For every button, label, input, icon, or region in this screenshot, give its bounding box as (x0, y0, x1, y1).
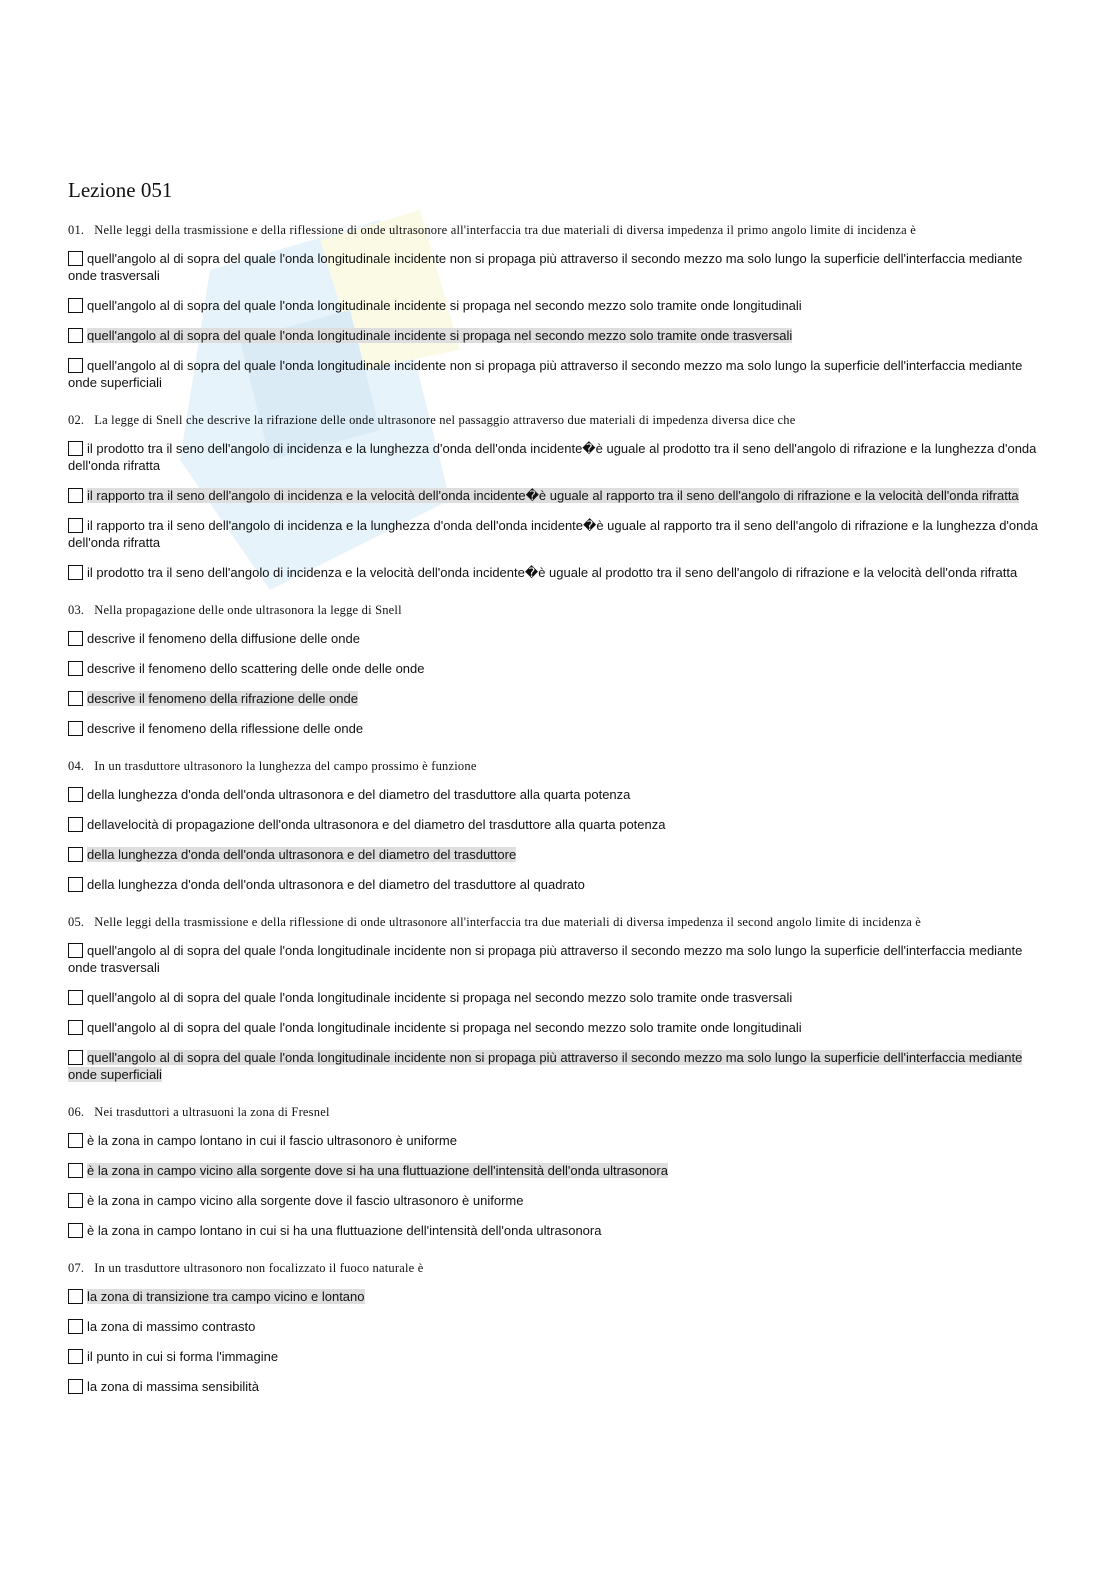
question-label: La legge di Snell che descrive la rifrazione delle onde ultrasonore nel passaggio attraverso due materiali di impedenza diversa dice che (94, 413, 796, 427)
answer-label: descrive il fenomeno della rifrazione delle onde (87, 691, 358, 706)
answer-option[interactable] (68, 876, 1043, 893)
answer-label: è la zona in campo vicino alla sorgente dove il fascio ultrasonoro è uniforme (87, 1193, 524, 1208)
answer-label: quell'angolo al di sopra del quale l'onda longitudinale incidente non si propaga più attraverso il secondo mezzo ma solo lungo la superficie dell'interfaccia mediante onde superficiali (68, 358, 1023, 390)
answer-option[interactable] (68, 487, 1043, 504)
answer-label: quell'angolo al di sopra del quale l'onda longitudinale incidente si propaga nel secondo mezzo solo tramite onde longitudinali (87, 1020, 802, 1035)
answer-option[interactable] (68, 1132, 1043, 1149)
answer-label: della lunghezza d'onda dell'onda ultrasonora e del diametro del trasduttore (87, 847, 517, 862)
answer-option[interactable] (68, 1222, 1043, 1239)
question-number: 06. (68, 1105, 85, 1119)
checkbox[interactable] (68, 990, 83, 1005)
checkbox[interactable] (68, 1133, 83, 1148)
answer-label: quell'angolo al di sopra del quale l'onda longitudinale incidente si propaga nel secondo mezzo solo tramite onde longitudinali (87, 298, 802, 313)
answer-option[interactable] (68, 564, 1043, 581)
question-label: Nelle leggi della trasmissione e della riflessione di onde ultrasonore all'interfaccia tra due materiali di diversa impedenza il primo angolo limite di incidenza è (94, 223, 916, 237)
question-text (68, 1105, 1043, 1120)
checkbox[interactable] (68, 1163, 83, 1178)
checkbox[interactable] (68, 518, 83, 533)
checkbox[interactable] (68, 1193, 83, 1208)
checkbox[interactable] (68, 565, 83, 580)
question-label: In un trasduttore ultrasonoro non focalizzato il fuoco naturale è (94, 1261, 424, 1275)
question-number: 07. (68, 1261, 85, 1275)
checkbox[interactable] (68, 328, 83, 343)
answer-option[interactable] (68, 440, 1043, 474)
question-number: 02. (68, 413, 85, 427)
answer-option[interactable] (68, 250, 1043, 284)
answer-label: è la zona in campo vicino alla sorgente dove si ha una fluttuazione dell'intensità dell'onda ultrasonora (87, 1163, 668, 1178)
checkbox[interactable] (68, 1050, 83, 1065)
question-block (68, 1261, 1043, 1395)
answer-label: il punto in cui si forma l'immagine (87, 1349, 279, 1364)
answer-option[interactable] (68, 1162, 1043, 1179)
answer-label: quell'angolo al di sopra del quale l'onda longitudinale incidente non si propaga più attraverso il secondo mezzo ma solo lungo la superficie dell'interfaccia mediante onde trasversali (68, 943, 1023, 975)
answer-option[interactable] (68, 846, 1043, 863)
checkbox[interactable] (68, 661, 83, 676)
question-block (68, 1105, 1043, 1239)
answer-option[interactable] (68, 942, 1043, 976)
question-text (68, 413, 1043, 428)
answer-label: quell'angolo al di sopra del quale l'onda longitudinale incidente si propaga nel secondo mezzo solo tramite onde trasversali (87, 990, 793, 1005)
question-block (68, 603, 1043, 737)
checkbox[interactable] (68, 488, 83, 503)
answer-option[interactable] (68, 1019, 1043, 1036)
answer-label: descrive il fenomeno della diffusione delle onde (87, 631, 360, 646)
answer-option[interactable] (68, 1378, 1043, 1395)
checkbox[interactable] (68, 298, 83, 313)
answer-option[interactable] (68, 816, 1043, 833)
checkbox[interactable] (68, 847, 83, 862)
answer-label: il rapporto tra il seno dell'angolo di incidenza e la velocità dell'onda incidente�è uguale al rapporto tra il seno dell'angolo di rifrazione e la velocità dell'onda rifratta (87, 488, 1019, 503)
answer-label: la zona di massimo contrasto (87, 1319, 256, 1334)
answer-label: è la zona in campo lontano in cui si ha una fluttuazione dell'intensità dell'onda ultrasonora (87, 1223, 602, 1238)
answer-label: quell'angolo al di sopra del quale l'onda longitudinale incidente si propaga nel secondo mezzo solo tramite onde trasversali (87, 328, 793, 343)
answer-option[interactable] (68, 720, 1043, 737)
answer-option[interactable] (68, 297, 1043, 314)
answer-label: la zona di massima sensibilità (87, 1379, 259, 1394)
answer-option[interactable] (68, 1192, 1043, 1209)
question-text (68, 915, 1043, 930)
question-text (68, 223, 1043, 238)
question-number: 04. (68, 759, 85, 773)
checkbox[interactable] (68, 358, 83, 373)
document-page (68, 178, 1043, 1417)
page-title: Lezione 051 (68, 178, 173, 202)
answer-option[interactable] (68, 1318, 1043, 1335)
checkbox[interactable] (68, 721, 83, 736)
answer-option[interactable] (68, 989, 1043, 1006)
checkbox[interactable] (68, 787, 83, 802)
question-block (68, 759, 1043, 893)
answer-label: descrive il fenomeno della riflessione delle onde (87, 721, 364, 736)
answer-option[interactable] (68, 357, 1043, 391)
question-number: 03. (68, 603, 85, 617)
answer-label: il prodotto tra il seno dell'angolo di incidenza e la lunghezza d'onda dell'onda incidente�è uguale al prodotto tra il seno dell'angolo di rifrazione e la lunghezza d'onda dell'onda rifratta (68, 441, 1037, 473)
checkbox[interactable] (68, 1319, 83, 1334)
question-label: Nella propagazione delle onde ultrasonora la legge di Snell (94, 603, 402, 617)
question-block (68, 915, 1043, 1083)
question-block (68, 223, 1043, 391)
answer-label: della lunghezza d'onda dell'onda ultrasonora e del diametro del trasduttore al quadrato (87, 877, 585, 892)
answer-label: il prodotto tra il seno dell'angolo di incidenza e la velocità dell'onda incidente�è uguale al prodotto tra il seno dell'angolo di rifrazione e la velocità dell'onda rifratta (87, 565, 1018, 580)
answer-option[interactable] (68, 660, 1043, 677)
question-label: Nelle leggi della trasmissione e della riflessione di onde ultrasonore all'interfaccia tra due materiali di diversa impedenza il second angolo limite di incidenza è (94, 915, 922, 929)
answer-label: quell'angolo al di sopra del quale l'onda longitudinale incidente non si propaga più attraverso il secondo mezzo ma solo lungo la superficie dell'interfaccia mediante onde trasversali (68, 251, 1023, 283)
answer-label: è la zona in campo lontano in cui il fascio ultrasonoro è uniforme (87, 1133, 457, 1148)
checkbox[interactable] (68, 691, 83, 706)
checkbox[interactable] (68, 1379, 83, 1394)
answer-label: il rapporto tra il seno dell'angolo di incidenza e la lunghezza d'onda dell'onda incidente�è uguale al rapporto tra il seno dell'angolo di rifrazione e la lunghezza d'onda dell'onda rifratta (68, 518, 1038, 550)
answer-option[interactable] (68, 517, 1043, 551)
answer-label: della lunghezza d'onda dell'onda ultrasonora e del diametro del trasduttore alla quarta potenza (87, 787, 631, 802)
answer-label: dellavelocità di propagazione dell'onda ultrasonora e del diametro del trasduttore alla quarta potenza (87, 817, 666, 832)
checkbox[interactable] (68, 251, 83, 266)
question-number: 01. (68, 223, 85, 237)
answer-option[interactable] (68, 630, 1043, 647)
answer-option[interactable] (68, 690, 1043, 707)
checkbox[interactable] (68, 631, 83, 646)
checkbox[interactable] (68, 1223, 83, 1238)
question-list (68, 223, 1043, 1395)
answer-option[interactable] (68, 1288, 1043, 1305)
checkbox[interactable] (68, 943, 83, 958)
question-text (68, 759, 1043, 774)
checkbox[interactable] (68, 1349, 83, 1364)
checkbox[interactable] (68, 1289, 83, 1304)
checkbox[interactable] (68, 441, 83, 456)
question-block (68, 413, 1043, 581)
checkbox[interactable] (68, 817, 83, 832)
question-label: Nei trasduttori a ultrasuoni la zona di Fresnel (94, 1105, 330, 1119)
answer-label: descrive il fenomeno dello scattering delle onde delle onde (87, 661, 425, 676)
answer-option[interactable] (68, 1348, 1043, 1365)
question-number: 05. (68, 915, 85, 929)
question-label: In un trasduttore ultrasonoro la lunghezza del campo prossimo è funzione (94, 759, 477, 773)
answer-option[interactable] (68, 1049, 1043, 1083)
answer-option[interactable] (68, 786, 1043, 803)
answer-option[interactable] (68, 327, 1043, 344)
answer-label: quell'angolo al di sopra del quale l'onda longitudinale incidente non si propaga più attraverso il secondo mezzo ma solo lungo la superficie dell'interfaccia mediante onde superficiali (68, 1050, 1023, 1082)
checkbox[interactable] (68, 877, 83, 892)
answer-label: la zona di transizione tra campo vicino e lontano (87, 1289, 365, 1304)
question-text (68, 603, 1043, 618)
question-text (68, 1261, 1043, 1276)
checkbox[interactable] (68, 1020, 83, 1035)
